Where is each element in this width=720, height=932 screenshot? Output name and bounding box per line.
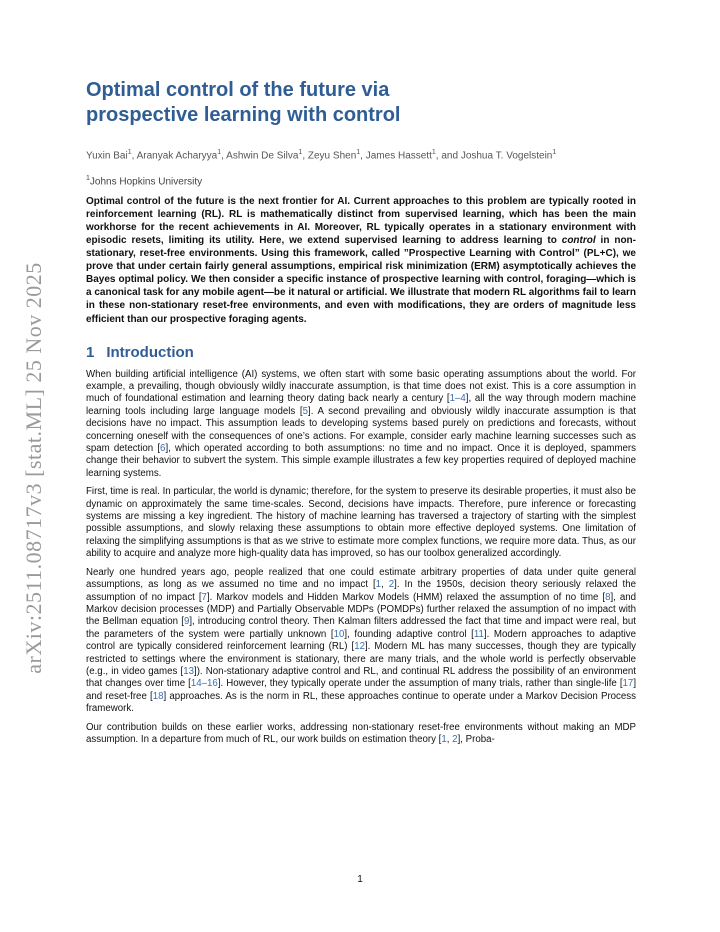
paper-page [86,78,636,752]
arxiv-sidebar-stamp [4,248,64,688]
citation-link[interactable]: 2 [452,733,458,745]
affiliation: $^1$Johns Hopkins University [86,175,203,188]
paper-title: Optimal control of the future via prospective learning with control [86,79,401,126]
citation-link[interactable]: 9 [183,616,190,628]
citation-link[interactable]: 1 [441,733,447,745]
author: Yuxin Bai [86,150,128,162]
page-number: 1 [357,874,363,885]
author: James Hassett [365,150,432,162]
citation-link[interactable]: 18 [152,690,164,702]
citation-link[interactable]: 1–4 [449,393,466,405]
author: Aranyak Acharyya [136,150,218,162]
citation-link[interactable]: 6 [160,443,166,455]
citation-link[interactable]: 13 [183,665,195,677]
citation-link[interactable]: 5 [302,405,309,417]
author: Ashwin De Silva [226,150,299,162]
citation-link[interactable]: 10 [333,628,345,640]
author-list: Yuxin Bai$^1$, Aranyak Acharyya$^1$, Ashwin De Silva$^1$, Zeyu Shen$^1$, James Hassett$^1$, and Joshua T. Vogelstein$^1$ [86,149,557,162]
author: Joshua T. Vogelstein [460,150,553,162]
paragraph-4: Our contribution builds on these earlier works, addressing non-stationary reset-free environments without making an MDP assumption. In a departure from much of RL, our work builds on estimation theory [1, 2], Proba- [86,721,636,745]
author: Zeyu Shen [307,150,357,162]
section-number: 1 [86,343,95,361]
citation-link[interactable]: 14–16 [190,678,218,690]
section-title: Introduction [106,343,194,361]
paragraph-1: When building artificial intelligence (AI) systems, we often start with some basic operating assumptions about the world. For example, a prevailing, though obviously wildly inaccurate assumption, is that time does not exist. This is a core assumption in much of foundational estimation and learning theory dating back nearly a century [1–4], all the way through modern machine learning tools including large language models [5]. A second prevailing and obviously wildly inaccurate assumption is that decisions have no impact. This assumption leads to developing systems based purely on predictions and forecasts, without concerning oneself with the consequences of one’s actions. For example, consider early machine learning successes such as spam detection [6], which operated according to both assumptions: no time and no impact. Once it is deployed, spammers change their behavior to subvert the system. This simple example illustrates a few key properties required of deployed machine learning systems. [86,368,636,479]
arxiv-identifier: arXiv:2511.08717v3 [stat.ML] 25 Nov 2025 [21,262,46,674]
paragraph-2: First, time is real. In particular, the world is dynamic; therefore, for the system to preserve its desirable properties, it must also be dynamic on approximately the same time-scales. Second, decisions have impacts. Therefore, pure inference or forecasting systems are missing a key ingredient. The history of machine learning has traversed a trajectory of starting with the simplest possible assumptions, and slowly relaxing these assumptions to obtain more effective deployed systems. One limitation of relaxing the simplifying assumptions is that as we strive to estimate more complex functions, we require more data. Thus, as our ability to acquire and analyze more high-quality data has improved, so has our toolbox generalized accordingly. [86,486,636,560]
citation-link[interactable]: 7 [201,591,207,603]
citation-link[interactable]: 11 [473,628,484,640]
abstract: Optimal control of the future is the next frontier for AI. Current approaches to this problem are typically rooted in reinforcement learning (RL). RL is mathematically distinct from supervised learning, which has been the main workhorse for the recent achievements in AI. Moreover, RL typically operates in a stationary environment with episodic resets, limiting its utility. Here, we extend supervised learning to address learning to control in non-stationary, reset-free environments. Using this framework, called ”Prospective Learning with Control” (PL+C), we prove that under certain fairly general assumptions, empirical risk minimization (ERM) asymptotically achieves the Bayes optimal policy. We then consider a specific instance of prospective learning with control, foraging—which is a canonical task for any mobile agent—be it natural or artificial. We illustrate that modern RL algorithms fail to learn in these non-stationary reset-free environments, and even with modifications, they are orders of magnitude less efficient than our prospective foraging agents. [86,195,636,325]
citation-link[interactable]: 17 [622,678,634,690]
citation-link[interactable]: 1 [375,579,382,591]
paragraph-3: Nearly one hundred years ago, people realized that one could estimate arbitrary properties of data under quite general assumptions, as long as we assumed no time and no impact [1, 2]. In the 1950s, decision theory seriously relaxed the assumption of no impact [7]. Markov models and Hidden Markov Models (HMM) relaxed the assumption of no time [8], and Markov decision processes (MDP) and Partially Observable MDPs (POMDPs) further relaxed the assumption of no impact with the Bellman equation [9], introducing control theory. Then Kalman filters addressed the fact that time and impact were real, but the parameters of the system were partially unknown [10], founding adaptive control [11]. Modern approaches to adaptive control are typically considered reinforcement learning (RL) [12]. Modern ML has many successes, though they are typically restricted to settings where the environment is stationary, there are many trials, and the whole world is perfectly observable (e.g., in video games [13]). Non-stationary adaptive control and RL, and continual RL address the possibility of an environment that changes over time [14–16]. However, they typically operate under the assumption of many trials, rather than single-life [17] and reset-free [18] approaches. As is the norm in RL, these approaches continue to operate under a Markov Decision Process framework. [86,566,637,715]
section-heading-introduction [86,344,636,361]
citation-link[interactable]: 12 [354,641,365,653]
citation-link[interactable]: 2 [388,579,395,591]
citation-link[interactable]: 8 [605,591,611,603]
